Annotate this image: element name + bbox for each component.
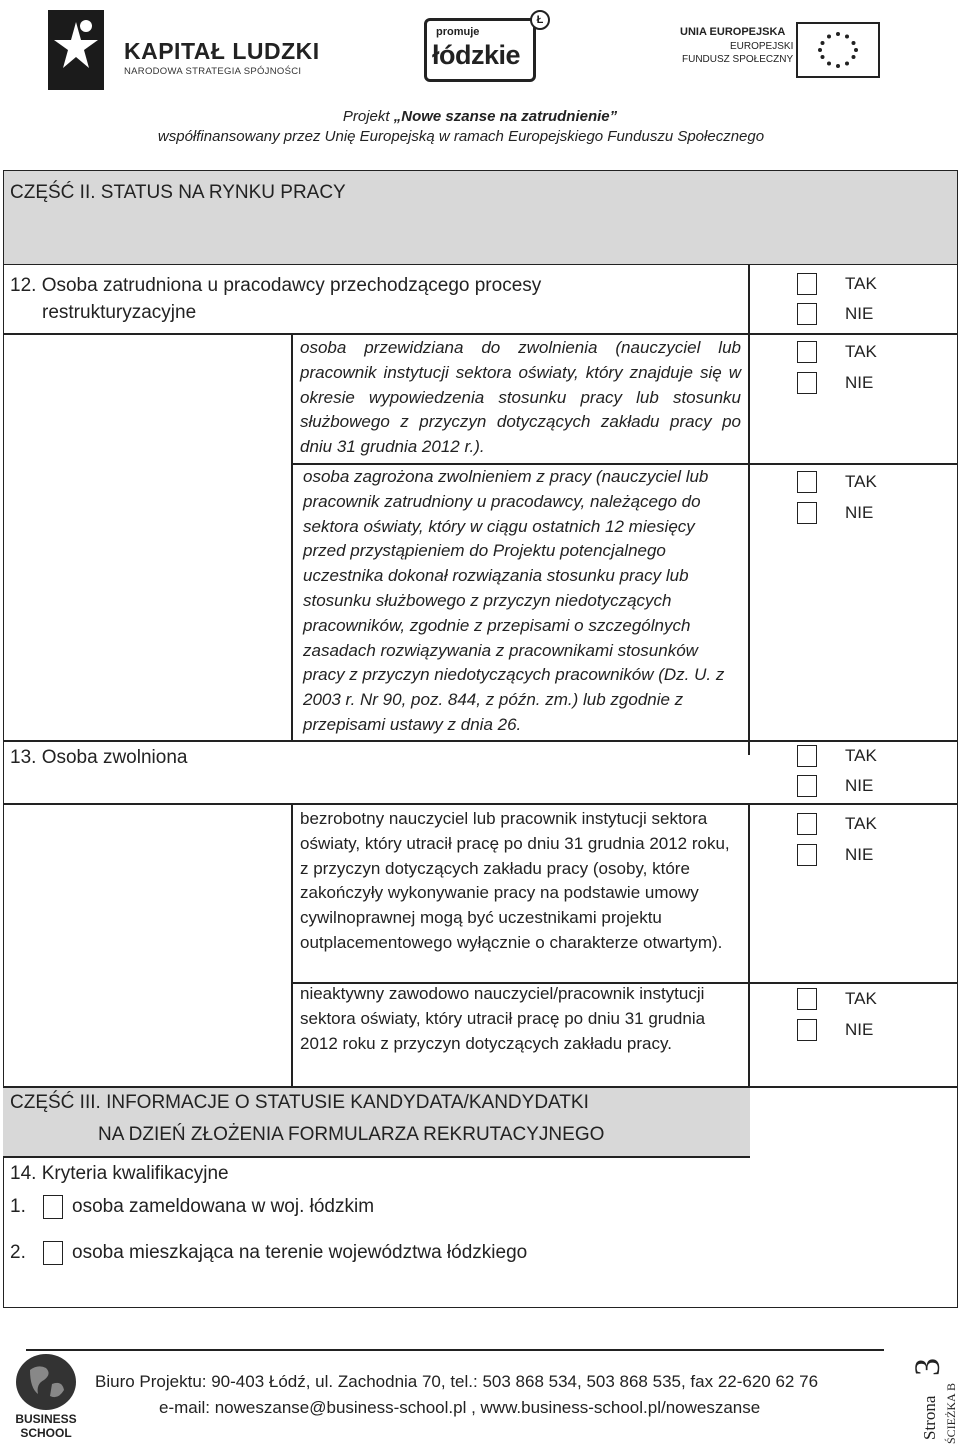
- eu-logo: [680, 22, 890, 80]
- criterion-1-checkbox[interactable]: [43, 1195, 63, 1219]
- project-name: „Nowe szanse na zatrudnienie”: [393, 108, 618, 125]
- divider: [3, 1086, 958, 1088]
- kapital-ludzki-title: KAPITAŁ LUDZKI: [124, 38, 320, 64]
- q13a-yes-label: TAK: [845, 814, 877, 833]
- divider: [3, 803, 958, 805]
- q12-title-line1: 12. Osoba zatrudniona u pracodawcy przechodzącego procesy: [10, 275, 542, 296]
- q12b-no-label: NIE: [845, 503, 874, 522]
- divider: [3, 1156, 750, 1158]
- q13b-no-label: NIE: [845, 1020, 874, 1039]
- q13-option-a-text: bezrobotny nauczyciel lub pracownik instytucji sektora oświaty, który utracił pracę po dniu 31 grudnia 2012 roku, z przyczyn dotyczących zakładu pracy (osoby, które zakończyły wykonywanie pracy na podstawie umowy cywilnoprawnej mogą być uczestnikami projektu outplacementowego wyłącznie o charakterze otwartym).: [300, 809, 730, 952]
- q12a-no-checkbox[interactable]: [797, 372, 817, 394]
- q12-yes-checkbox[interactable]: [797, 273, 817, 295]
- q12a-yes-label: TAK: [845, 342, 877, 361]
- page-label: Strona: [920, 1395, 939, 1440]
- q12-title-line2: restrukturyzacyjne: [42, 302, 197, 323]
- q12-no-checkbox[interactable]: [797, 303, 817, 325]
- q14-title: 14. Kryteria kwalifikacyjne: [10, 1163, 229, 1184]
- q12-option-a-text: osoba przewidziana do zwolnienia (nauczyciel lub pracownik instytucji sektora oświaty, który znajduje się w okresie wypowiedzenia stosunku pracy lub stosunku służbowego z przyczyn dotyczących zakładu pracy po dniu 31 grudnia 2012 r.).: [300, 338, 741, 457]
- q12a-no-label: NIE: [845, 373, 874, 392]
- q13a-no-checkbox[interactable]: [797, 844, 817, 866]
- q13-yes-checkbox[interactable]: [797, 745, 817, 767]
- promuje-lodzkie-logo: [424, 10, 548, 82]
- q12-no-label: NIE: [845, 304, 874, 323]
- q13-no-checkbox[interactable]: [797, 775, 817, 797]
- part3-title-line2: NA DZIEŃ ZŁOŻENIA FORMULARZA REKRUTACYJNEGO: [98, 1124, 605, 1145]
- kapital-ludzki-logo: [48, 10, 328, 92]
- q13b-yes-label: TAK: [845, 989, 877, 1008]
- eu-flag-icon: [796, 22, 880, 78]
- business-school-logo: [10, 1354, 82, 1444]
- criterion-label: osoba mieszkająca na terenie województwa łódzkiego: [72, 1242, 528, 1263]
- eu-line3: FUNDUSZ SPOŁECZNY: [682, 54, 794, 65]
- criterion-label: osoba zameldowana w woj. łódzkim: [72, 1196, 375, 1217]
- q12-option-b-text: osoba zagrożona zwolnieniem z pracy (nauczyciel lub pracownik zatrudniony u pracodawcy, należącego do sektora oświaty, który w ciągu ostatnich 12 miesięcy przed przystąpieniem do Projektu potencjalnego uczestnika dokonał rozwiązania stosunku pracy lub stosunku służbowego z przyczyn niedotyczących pracowników, zgodnie z przepisami o szczególnych zasadach rozwiązywania z pracownikami stosunków pracy z przyczyn niedotyczących pracowników (Dz. U. z 2003 r. Nr 90, poz. 844, z późn. zm.) lub zgodnie z przepisami ustawy z dnia 26.: [303, 467, 725, 734]
- criterion-number: 2.: [10, 1242, 26, 1263]
- globe-icon: [16, 1354, 76, 1410]
- eu-line1: UNIA EUROPEJSKA: [680, 26, 786, 38]
- business-school-line1: BUSINESS: [15, 1412, 77, 1426]
- divider: [748, 803, 750, 1086]
- promuje-text: promuje: [436, 26, 480, 38]
- criterion-2-checkbox[interactable]: [43, 1241, 63, 1265]
- q12b-yes-label: TAK: [845, 472, 877, 491]
- footer-contact: e-mail: noweszanse@business-school.pl , www.business-school.pl/noweszanse: [159, 1398, 761, 1417]
- q13-no-label: NIE: [845, 776, 874, 795]
- divider: [291, 333, 293, 740]
- q13b-no-checkbox[interactable]: [797, 1019, 817, 1041]
- divider: [748, 265, 750, 755]
- q12-yes-label: TAK: [845, 274, 877, 293]
- eu-line2: EUROPEJSKI: [730, 41, 794, 52]
- project-title: Projekt „Nowe szanse na zatrudnienie”: [342, 108, 618, 125]
- path-label: ŚCIEŻKA B: [944, 1382, 958, 1444]
- divider: [3, 740, 958, 742]
- q12a-yes-checkbox[interactable]: [797, 341, 817, 363]
- q12b-yes-checkbox[interactable]: [797, 471, 817, 493]
- cofinance-line: współfinansowany przez Unię Europejską w ramach Europejskiego Funduszu Społecznego: [157, 128, 765, 145]
- part3-title-line1: CZĘŚĆ III. INFORMACJE O STATUSIE KANDYDATA/KANDYDATKI: [10, 1092, 589, 1113]
- business-school-line2: SCHOOL: [20, 1426, 72, 1440]
- q13b-yes-checkbox[interactable]: [797, 988, 817, 1010]
- q13a-no-label: NIE: [845, 845, 874, 864]
- q13-yes-label: TAK: [845, 746, 877, 765]
- q13a-yes-checkbox[interactable]: [797, 813, 817, 835]
- kapital-ludzki-subtitle: NARODOWA STRATEGIA SPÓJNOŚCI: [124, 66, 302, 77]
- registered-mark-icon: Ł: [530, 10, 550, 30]
- part2-title: CZĘŚĆ II. STATUS NA RYNKU PRACY: [10, 182, 346, 203]
- footer-divider: [26, 1349, 884, 1351]
- kapital-ludzki-emblem-icon: [48, 10, 104, 90]
- lodzkie-text: łódzkie: [432, 40, 521, 70]
- q12b-no-checkbox[interactable]: [797, 502, 817, 524]
- footer-address: Biuro Projektu: 90-403 Łódź, ul. Zachodnia 70, tel.: 503 868 534, 503 868 535, fax 22-620 62 76: [95, 1372, 819, 1391]
- divider: [291, 803, 293, 1086]
- page-number: 3: [907, 1358, 947, 1376]
- q13-title: 13. Osoba zwolniona: [10, 747, 188, 768]
- q13-option-b-text: nieaktywny zawodowo nauczyciel/pracownik instytucji sektora oświaty, który utracił pracę po dniu 31 grudnia 2012 roku z przyczyn dotyczących zakładu pracy.: [300, 984, 706, 1053]
- criterion-number: 1.: [10, 1196, 26, 1217]
- divider: [3, 333, 958, 335]
- page-indicator: [907, 1340, 960, 1448]
